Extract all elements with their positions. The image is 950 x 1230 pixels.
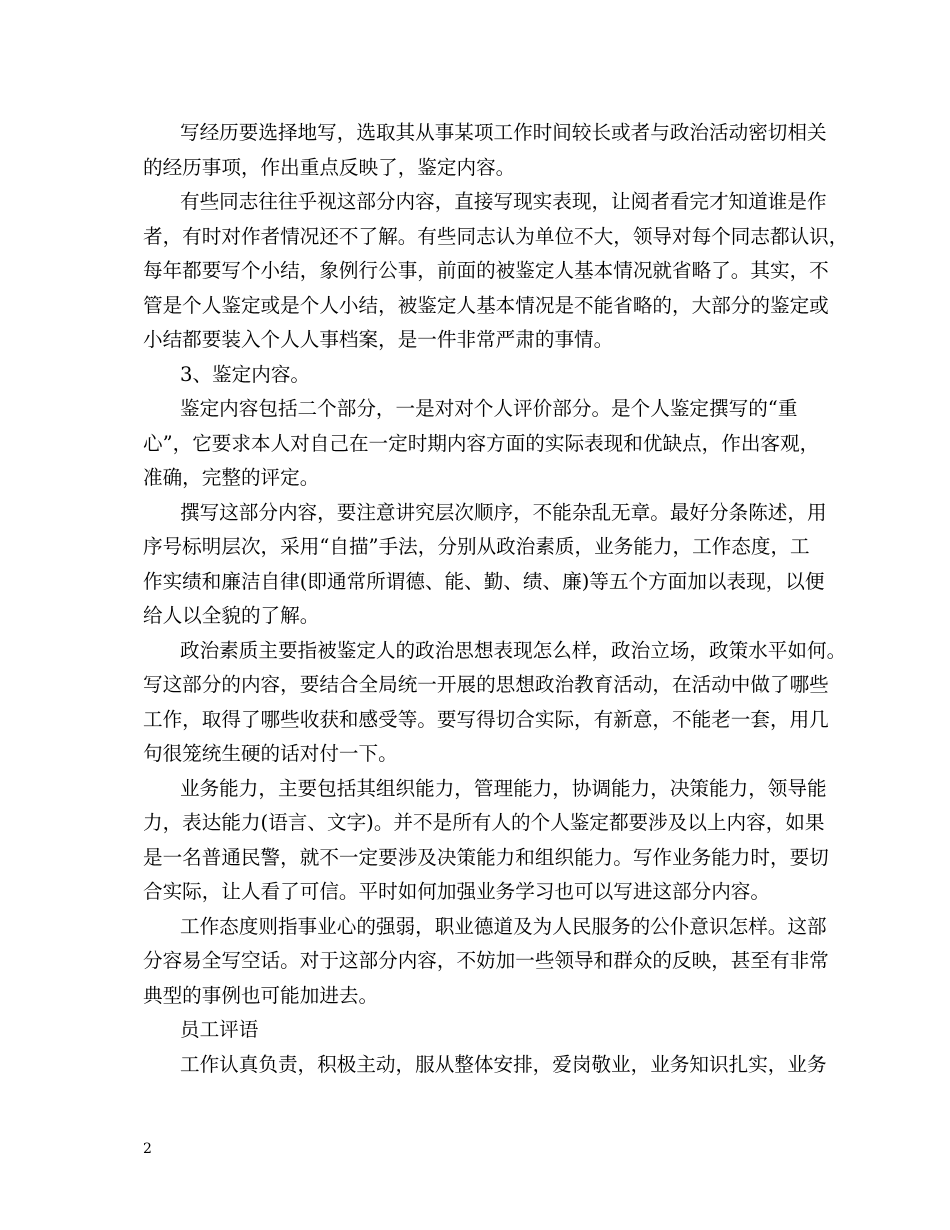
text-line: 有些同志往往乎视这部分内容，直接写现实表现，让阅者看完才知道谁是作 xyxy=(180,190,827,213)
section-heading: 3、鉴定内容。 xyxy=(180,362,311,386)
document-body xyxy=(143,116,849,1082)
text-line: 每年都要写个小结，象例行公事，前面的被鉴定人基本情况就省略了。其实，不 xyxy=(143,259,829,282)
text-line: 序号标明层次，采用“自描”手法，分别从政治素质，业务能力，工作态度，工 xyxy=(143,535,810,558)
text-line: 业务能力，主要包括其组织能力，管理能力，协调能力，决策能力，领导能 xyxy=(180,776,827,800)
text-line: 工作认真负责，积极主动，服从整体安排，爱岗敬业，业务知识扎实，业务 xyxy=(180,1052,827,1076)
text-line: 工作态度则指事业心的强弱，职业德道及为人民服务的公仆意识怎样。这部 xyxy=(180,914,827,938)
text-line: 给人以全貌的了解。 xyxy=(143,604,320,627)
text-line: 作实绩和廉洁自律(即通常所谓德、能、勤、绩、廉)等五个方面加以表现，以便 xyxy=(143,569,825,593)
text-line: 者，有时对作者情况还不了解。有些同志认为单位不大，领导对每个同志都认识， xyxy=(143,224,849,248)
page-number: 2 xyxy=(143,1141,152,1157)
text-line: 准确，完整的评定。 xyxy=(143,466,320,489)
section-heading: 员工评语 xyxy=(180,1018,259,1041)
text-line: 小结都要装入个人人事档案，是一件非常严肃的事情。 xyxy=(143,328,614,351)
text-line: 句很笼统生硬的话对付一下。 xyxy=(143,742,398,765)
text-line: 撰写这部分内容，要注意讲究层次顺序，不能杂乱无章。最好分条陈述，用 xyxy=(180,500,827,524)
text-line: 合实际，让人看了可信。平时如何加强业务学习也可以写进这部分内容。 xyxy=(143,880,770,903)
text-line: 心”，它要求本人对自己在一定时期内容方面的实际表现和优缺点，作出客观， xyxy=(143,431,820,455)
text-line: 写这部分的内容，要结合全局统一开展的思想政治教育活动，在活动中做了哪些 xyxy=(143,673,829,696)
text-line: 的经历事项，作出重点反映了，鉴定内容。 xyxy=(143,155,516,179)
text-line: 鉴定内容包括二个部分，一是对对个人评价部分。是个人鉴定撰写的“重 xyxy=(180,397,798,420)
text-line: 分容易全写空话。对于这部分内容，不妨加一些领导和群众的反映，甚至有非常 xyxy=(143,949,829,972)
text-line: 典型的事例也可能加进去。 xyxy=(143,983,379,1007)
text-line: 力，表达能力(语言、文字)。并不是所有人的个人鉴定都要涉及以上内容，如果 xyxy=(143,811,825,834)
text-line: 管是个人鉴定或是个人小结，被鉴定人基本情况是不能省略的，大部分的鉴定或 xyxy=(143,293,829,317)
text-line: 政治素质主要指被鉴定人的政治思想表现怎么样，政治立场，政策水平如何。 xyxy=(180,638,847,662)
text-line: 工作，取得了哪些收获和感受等。要写得切合实际，有新意，不能老一套，用几 xyxy=(143,707,829,731)
text-line: 是一名普通民警，就不一定要涉及决策能力和组织能力。写作业务能力时，要切 xyxy=(143,845,829,869)
text-line: 写经历要选择地写，选取其从事某项工作时间较长或者与政治活动密切相关 xyxy=(180,121,827,144)
